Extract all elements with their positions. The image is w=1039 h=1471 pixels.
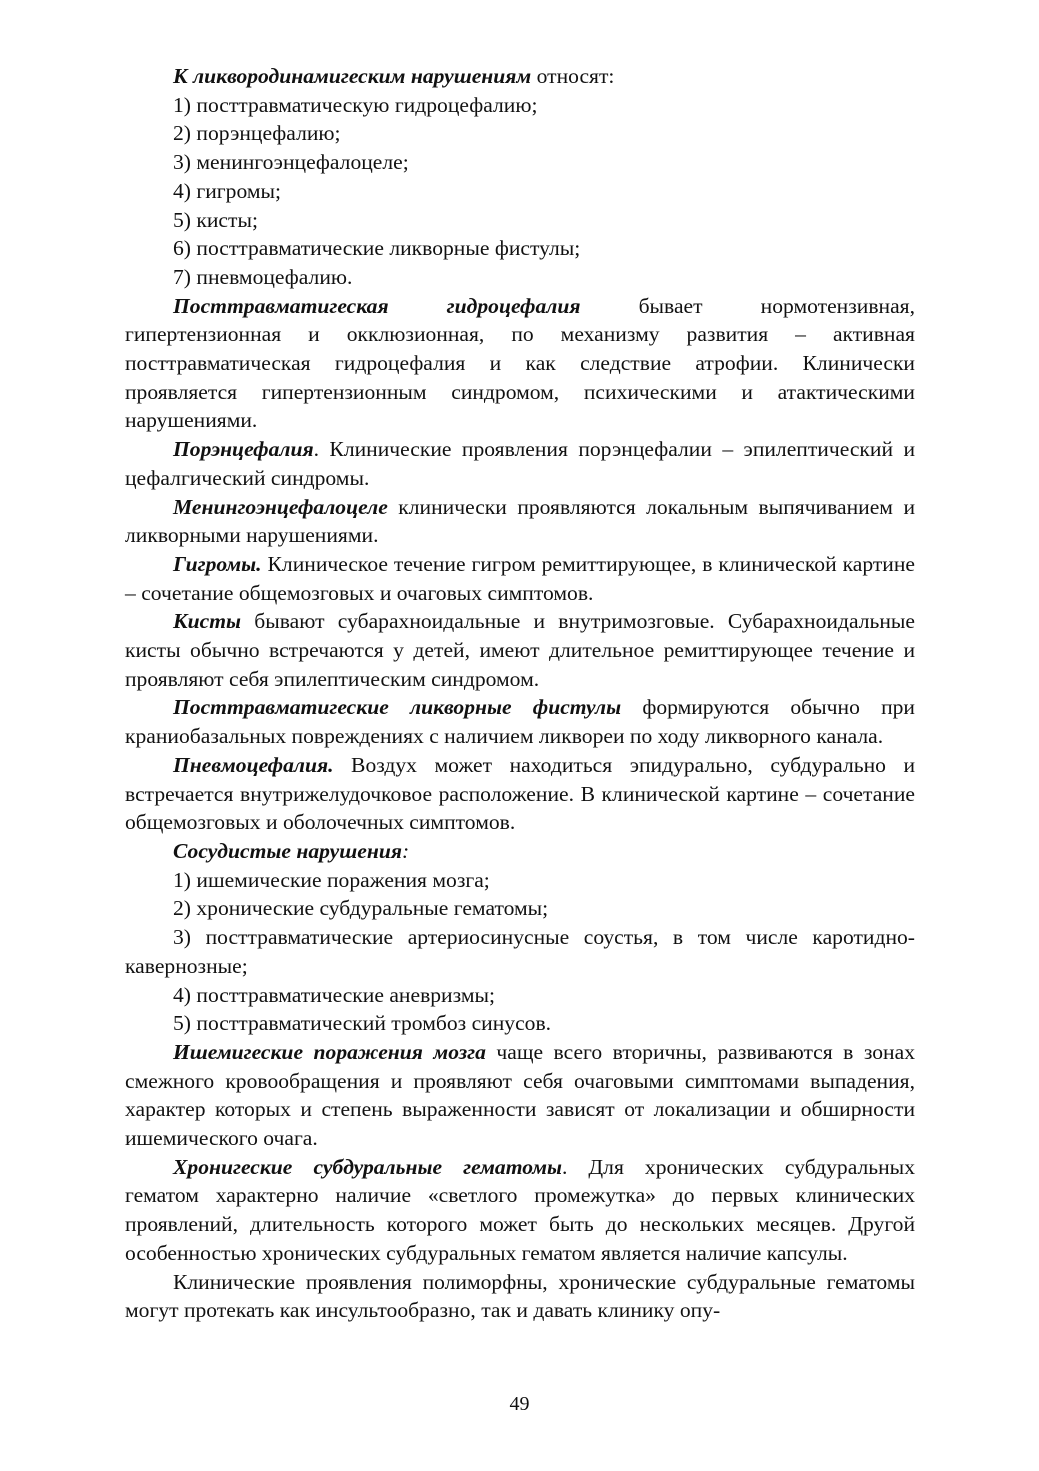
paragraph-heading: Пневмоцефалия. xyxy=(173,752,334,777)
paragraph-text: . Клинические проявления порэнцефалии – эпилептический и цефалгический синдромы. xyxy=(125,437,915,490)
paragraph-heading: Гигромы. xyxy=(173,551,262,576)
paragraph-fistulas xyxy=(125,693,915,750)
list-item: 5) посттравматический тромбоз синусов. xyxy=(173,1011,552,1036)
list-item: 6) посттравматические ликворные фистулы; xyxy=(173,236,581,261)
list-item: 1) посттравматическую гидроцефалию; xyxy=(173,92,538,117)
list-item: 1) ишемические поражения мозга; xyxy=(173,867,490,892)
paragraph-porencephaly xyxy=(125,435,915,492)
list-item: 2) хронические субдуральные гематомы; xyxy=(173,896,549,921)
list-item: 3) посттравматические артериосинусные соустья, в том числе каротидно-кавернозные; xyxy=(125,925,915,978)
paragraph-text: формируются обычно при краниобазальных повреждениях с наличием ликвореи по ходу ликворного канала. xyxy=(125,695,915,749)
paragraph-text: чаще всего вторичны, развиваются в зонах смежного кровообращения и проявляют себя очаговыми симптомами выпадения, характер которых и степень выраженности зависят от локализации и обширности ишемического очага. xyxy=(125,1039,915,1151)
list-item: 3) менингоэнцефалоцеле; xyxy=(173,150,409,175)
vascular-colon: : xyxy=(401,838,410,863)
paragraph-text: бывает нормотензивная, гипертензионная и окклюзионная, по механизму развития – активная посттравматическая гидроцефалия и как следствие атрофии. Клинически проявляется гипертензионным синдромом, психическими и атактическими нарушениями. xyxy=(125,293,915,433)
list-item: 5) кисты; xyxy=(173,207,258,232)
paragraph-hematomas xyxy=(125,1153,915,1268)
paragraph-text: клинически проявляются локальным выпячиванием и ликворными нарушениями. xyxy=(125,494,915,548)
paragraph-heading: Посттравматигеские ликворные фистулы xyxy=(173,695,622,720)
paragraph-text: бывают субарахноидальные и внутримозговые. Субарахноидальные кисты обычно встречаются у детей, имеют длительное ремиттирующее течение и проявляют себя эпилептическим синдромом. xyxy=(125,609,915,691)
paragraph-ischemic xyxy=(125,1038,915,1153)
paragraph-heading: Ишемигеские поражения мозга xyxy=(173,1039,486,1064)
paragraph-heading: Порэнцефалия xyxy=(173,437,314,462)
paragraph-heading: Посттравматигеская гидроцефалия xyxy=(173,293,581,318)
paragraph-hygromas xyxy=(125,550,915,607)
intro-text: относят: xyxy=(531,64,615,88)
vascular-intro xyxy=(125,837,915,866)
paragraph-heading: Кисты xyxy=(173,609,242,634)
paragraph-text: Клиническое течение гигром ремиттирующее, в клинической картине – сочетание общемозговых и очаговых симптомов. xyxy=(125,551,915,605)
paragraph-cysts xyxy=(125,607,915,693)
list-item: 4) гигромы; xyxy=(173,178,282,203)
paragraph-meningoencephalocele xyxy=(125,493,915,550)
list-item: 7) пневмоцефалию. xyxy=(173,264,353,289)
intro-line xyxy=(125,62,915,91)
vascular-heading: Сосудистые нарушения xyxy=(173,838,402,863)
paragraph-text: Воздух может находиться эпидурально, субдурально и встречается внутрижелудочковое расположение. В клинической картине – сочетание общемозговых и оболочечных симптомов. xyxy=(125,752,915,835)
paragraph-pneumocephaly xyxy=(125,751,915,837)
paragraph-text: . Для хронических субдуральных гематом характерно наличие «светлого промежутка» до первых клинических проявлений, длительность которого может быть до нескольких месяцев. Другой особенностью хронических субдуральных гематом является наличие капсулы. xyxy=(125,1154,915,1265)
paragraph-clinical: Клинические проявления полиморфны, хронические субдуральные гематомы могут протекать как инсультообразно, так и давать клинику опу- xyxy=(125,1269,915,1323)
page-number: 49 xyxy=(509,1393,530,1415)
paragraph-hydrocephalus xyxy=(125,292,915,436)
list-item: 4) посттравматические аневризмы; xyxy=(173,982,496,1007)
paragraph-heading: Менингоэнцефалоцеле xyxy=(173,494,388,519)
list-item: 2) порэнцефалию; xyxy=(173,121,341,146)
document-page xyxy=(125,62,915,1325)
intro-heading: К ликвородинамигеским нарушениям xyxy=(173,64,532,88)
paragraph-heading: Хронигеские субдуральные гематомы xyxy=(173,1154,562,1179)
